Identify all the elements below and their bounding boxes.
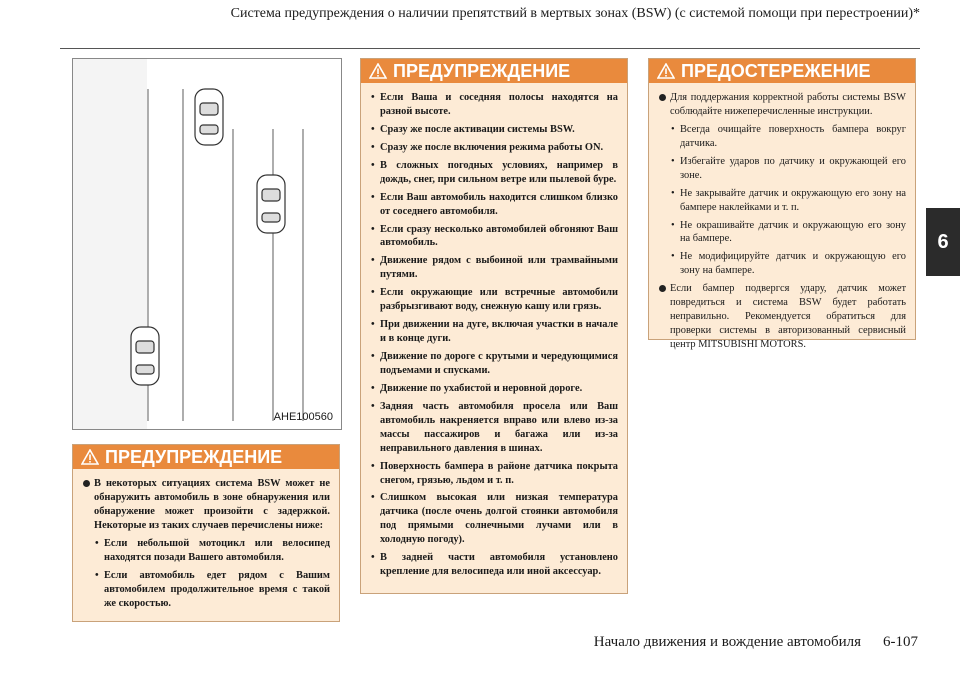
road-illustration <box>72 58 342 430</box>
warning-header <box>361 59 627 83</box>
list-item: • Если небольшой мотоцикл или велосипед находятся позади Вашего автомобиля. <box>95 537 330 563</box>
list-item: • Не закрывайте датчик и окружающую его зону на бампере наклейками и т. п. <box>671 187 906 213</box>
list-item: • Избегайте ударов по датчику и окружающей его зоне. <box>671 155 906 181</box>
list-item: • Сразу же после включения режима работы ON. <box>371 141 604 153</box>
page-number: 6-107 <box>883 634 918 650</box>
warning-title: ПРЕДУПРЕЖДЕНИЕ <box>105 446 283 467</box>
header-rule <box>60 48 920 49</box>
warning-header <box>73 445 339 469</box>
list-item: • Слишком высокая или низкая температура датчика (после очень долгой стоянки автомобиля под прямыми солнечными лучами или в холодную погоду). <box>371 492 618 546</box>
list-item: • Движение рядом с выбоиной или трамвайными путями. <box>371 255 618 281</box>
chapter-tab: 6 <box>926 208 960 276</box>
list-item: • Сразу же после активации системы BSW. <box>371 123 575 135</box>
list-item: • Если автомобиль едет рядом с Вашим автомобилем продолжительное время с такой же скоростью. <box>95 569 330 609</box>
car-side <box>257 175 285 233</box>
caution-intro: Для поддержания корректной работы системы BSW соблюдайте нижеперечисленные инструкции. <box>659 91 906 119</box>
cars <box>131 89 285 385</box>
list-item: • Если окружающие или встречные автомобили разбрызгивают воду, снежную кашу или грязь. <box>371 287 618 313</box>
list-item: • При движении на дуге, включая участки в начале и в конце дуги. <box>371 319 618 345</box>
warning-triangle-icon <box>369 63 387 79</box>
road-diagram <box>73 59 341 429</box>
list-item: • Задняя часть автомобиля просела или Ваш автомобиль накреняется вправо или влево из-за массы пассажиров и багажа или из-за неправильного давления в шинах. <box>371 400 618 454</box>
list-item: • Если Ваша и соседняя полосы находятся на разной высоте. <box>371 92 618 117</box>
list-item: • Если сразу несколько автомобилей обгоняют Ваш автомобиль. <box>371 223 618 249</box>
page-header-title: Система предупреждения о наличии препятствий в мертвых зонах (BSW) (с системой помощи при перестроении)* <box>230 6 920 21</box>
list-item: • Всегда очищайте поверхность бампера вокруг датчика. <box>671 123 906 149</box>
warning-intro: В некоторых ситуациях система BSW может не обнаружить автомобиль в зоне обнаружения или обнаружение может произойти с задержкой. Некоторые из таких случаев перечислены ниже: <box>83 477 330 533</box>
list-item: • В сложных погодных условиях, например в дождь, снег, при сильном ветре или пылевой буре. <box>371 159 618 185</box>
caution-title: ПРЕДОСТЕРЕЖЕНИЕ <box>681 60 871 81</box>
list-item: • Не модифицируйте датчик и окружающую его зону на бампере. <box>671 251 906 277</box>
car-rear <box>131 327 159 385</box>
warning-triangle-icon <box>657 63 675 79</box>
list-item: • Движение по ухабистой и неровной дороге. <box>371 382 583 394</box>
caution-header <box>649 59 915 83</box>
car-front <box>195 89 223 145</box>
page-footer <box>594 634 918 651</box>
warning-panel-left <box>72 444 340 622</box>
list-item: • В задней части автомобиля установлено крепление для велосипеда или иной аксессуар. <box>371 552 618 578</box>
list-item: • Не окрашивайте датчик и окружающую его зону на бампере. <box>671 219 906 245</box>
list-item: • Поверхность бампера в районе датчика покрыта снегом, грязью, льдом и т. п. <box>371 460 618 486</box>
warning-panel-middle <box>360 58 628 594</box>
caution-panel-right <box>648 58 916 350</box>
warning-triangle-icon <box>81 449 99 465</box>
list-item: • Если Ваш автомобиль находится слишком близко от соседнего автомобиля. <box>371 191 618 217</box>
warning-title: ПРЕДУПРЕЖДЕНИЕ <box>393 60 571 81</box>
footer-section: Начало движения и вождение автомобиля <box>593 634 861 650</box>
caution-note: Если бампер подвергся удару, датчик может повредиться и система BSW будет работать неправильно. Рекомендуется обратиться для проверки системы в авторизованный сервисный центр MITSUBISHI MOTORS. <box>659 282 906 352</box>
figure-label: AHE100560 <box>273 411 333 423</box>
list-item: • Движение по дороге с крутыми и чередующимися подъемами и спусками. <box>371 351 618 376</box>
